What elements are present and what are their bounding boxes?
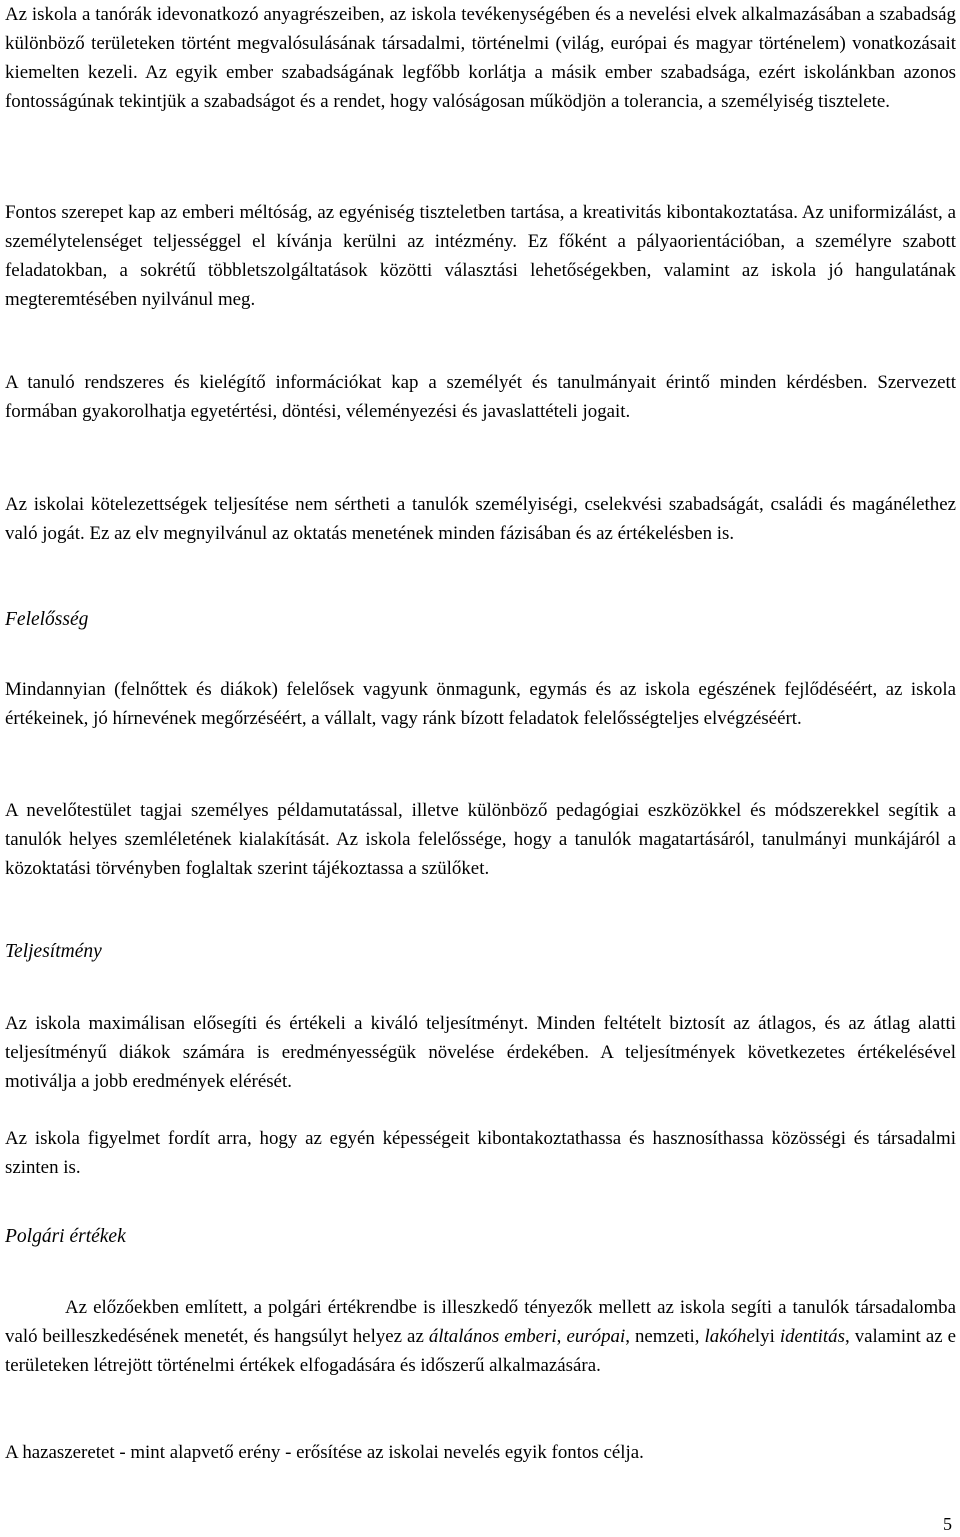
paragraph-szabadsag: Az iskola a tanórák idevonatkozó anyagrészeiben, az iskola tevékenységében és a nevelési elvek alkalmazásában a szabadság különböző területeken történt megvalósulásának társadalmi, történelmi (világ, európai és magyar történelem) vonatkozásait kiemelten kezeli. Az egyik ember szabadságának legfőbb korlátja a másik ember szabadsága, ezért iskolánkban azonos fontosságúnak tekintjük a szabadságot és a rendet, hogy valóságosan működjön a tolerancia, a személyiség tisztelete. xyxy=(5,4,956,112)
paragraph-polgari-ertekrend xyxy=(5,1293,956,1380)
paragraph-kivalo-teljesitmeny: Az iskola maximálisan elősegíti és értékeli a kiváló teljesítményt. Minden feltételt biztosít az átlagos, és az átlag alatti teljesítményű diákok számára is eredményességük növelése érdekében. A teljesítmények következetes értékelésével motiválja a jobb eredmények elérését. xyxy=(5,1013,956,1092)
polgari-emphasis-lakohely: lakóhe xyxy=(704,1326,755,1347)
paragraph-hazaszeretet: A hazaszeretet - mint alapvető erény - erősítése az iskolai nevelés egyik fontos célja. xyxy=(5,1442,644,1463)
paragraph-kotelezettsegek: Az iskolai kötelezettségek teljesítése nem sértheti a tanulók személyiségi, cselekvési szabadságát, családi és magánélethez való jogát. Ez az elv megnyilvánul az oktatás menetének minden fázisában és az értékelésben is. xyxy=(5,494,956,544)
paragraph-kepessegek: Az iskola figyelmet fordít arra, hogy az egyén képességeit kibontakoztathassa és hasznosíthassa közösségi és társadalmi szinten is. xyxy=(5,1128,956,1178)
polgari-text-3: , nemzeti, xyxy=(625,1326,705,1347)
polgari-emphasis-europai: európai xyxy=(566,1326,626,1347)
polgari-emphasis-altalanos: általános emberi xyxy=(428,1326,557,1347)
paragraph-felelosek: Mindannyian (felnőttek és diákok) felelősek vagyunk önmagunk, egymás és az iskola egészének fejlődéséért, az iskola értékeinek, jó hírnevének megőrzéséért, a vállalt, vagy ránk bízott feladatok felelősségteljes elvégzéséért. xyxy=(5,679,956,729)
polgari-text-4: lyi xyxy=(754,1326,780,1347)
paragraph-informacio: A tanuló rendszeres és kielégítő információkat kap a személyét és tanulmányait érintő minden kérdésben. Szervezett formában gyakorolhatja egyetértési, döntési, véleményezési és javaslattételi jogait. xyxy=(5,372,956,422)
paragraph-meltosag: Fontos szerepet kap az emberi méltóság, az egyéniség tiszteletben tartása, a kreativitás kibontakoztatása. Az uniformizálást, a személytelenséget teljességgel el kívánja kerülni az intézmény. Ez főként a pályaorientációban, a személyre szabott feladatokban, a sokrétű többletszolgáltatások közötti választási lehetőségekben, valamint az iskola jó hangulatának megteremtésében nyilvánul meg. xyxy=(5,202,956,310)
polgari-text-2: , xyxy=(556,1326,567,1347)
polgari-text-5: , valamint az e területeken létrejött történelmi értékek elfogadására és időszerű alkalmazására. xyxy=(5,1326,956,1376)
heading-polgari-ertekek: Polgári értékek xyxy=(5,1226,126,1247)
heading-felelosseg: Felelősség xyxy=(5,609,89,630)
heading-teljesitmeny: Teljesítmény xyxy=(5,941,102,962)
page-number: 5 xyxy=(943,1514,952,1534)
polgari-text-1: Az előzőekben említett, a polgári értékrendbe is illeszkedő tényezők mellett az iskola segíti a tanulók társadalomba való beilleszkedésének menetét, és hangsúlyt helyez az xyxy=(5,1297,956,1347)
polgari-emphasis-identitas: identitás xyxy=(779,1326,845,1347)
paragraph-nevelotestulet: A nevelőtestület tagjai személyes példamutatással, illetve különböző pedagógiai eszközökkel és módszerekkel segítik a tanulók helyes szemléletének kialakítását. Az iskola felelőssége, hogy a tanulók magatartásáról, tanulmányi munkájáról a közoktatási törvényben foglaltak szerint tájékoztassa a szülőket. xyxy=(5,800,956,879)
